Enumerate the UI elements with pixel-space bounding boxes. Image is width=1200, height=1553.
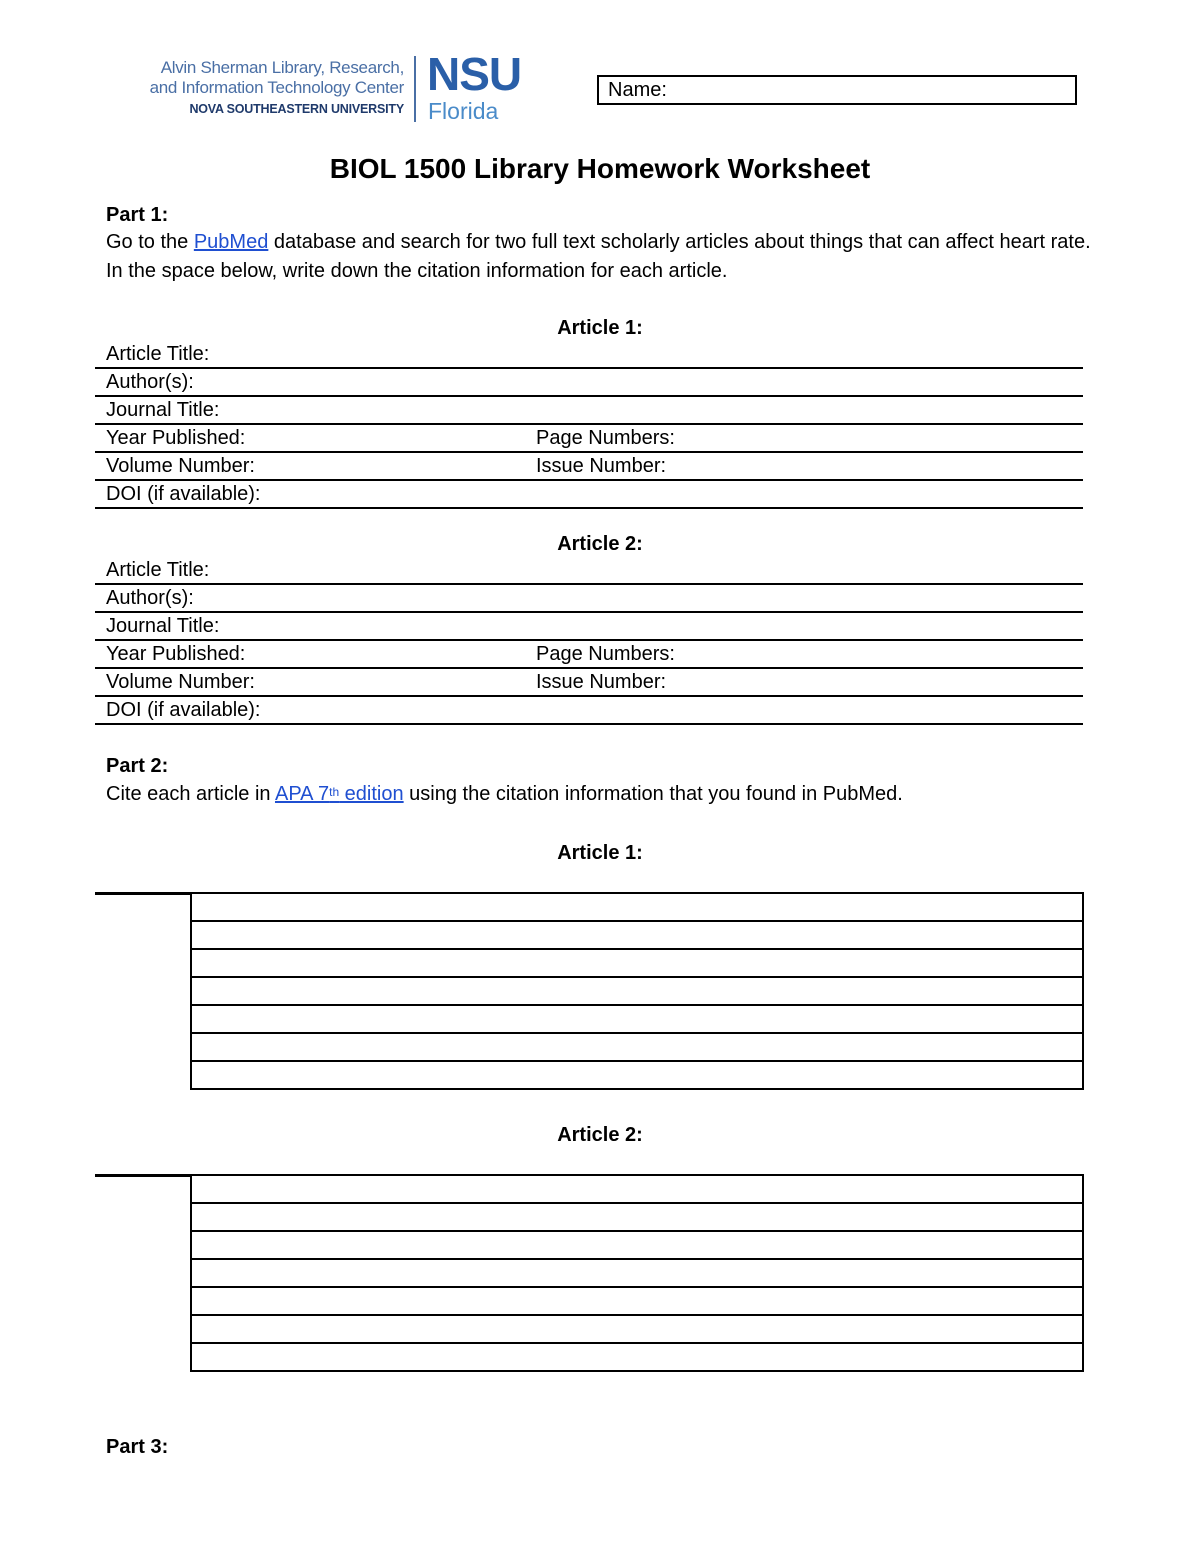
part2-article2-heading: Article 2: — [557, 1124, 643, 1146]
page-title: BIOL 1500 Library Homework Worksheet — [329, 153, 871, 184]
apa-link[interactable] — [275, 783, 404, 805]
part1-text-after: database and search for two full text scholarly articles about things that can affect heart rate. In the space below, write down the citation information for each article. — [106, 231, 1091, 282]
journal-title-row[interactable] — [95, 397, 1083, 425]
issue-label: Issue Number: — [536, 455, 667, 477]
journal-title-row[interactable] — [95, 613, 1083, 641]
citation-line[interactable] — [192, 1176, 1082, 1204]
doi-row[interactable] — [95, 697, 1083, 725]
apa-link-main: APA 7 — [274, 783, 330, 805]
volume-issue-row[interactable] — [95, 453, 1083, 481]
pubmed-link[interactable]: PubMed — [193, 231, 269, 253]
doi-row[interactable] — [95, 481, 1083, 509]
part2-article1-heading: Article 1: — [557, 842, 643, 864]
article-title-label: Article Title: — [106, 559, 210, 581]
logo-divider — [414, 56, 416, 122]
citation-line[interactable] — [192, 1006, 1082, 1034]
name-field[interactable] — [597, 75, 1077, 105]
citation-writing-box[interactable] — [190, 1174, 1084, 1372]
authors-label: Author(s): — [106, 371, 194, 393]
pages-label: Page Numbers: — [536, 427, 675, 449]
citation-line[interactable] — [192, 894, 1082, 922]
citation-line[interactable] — [192, 978, 1082, 1006]
article-title-row[interactable] — [95, 341, 1083, 369]
citation-line[interactable] — [192, 1316, 1082, 1344]
citation-line[interactable] — [192, 1260, 1082, 1288]
authors-row[interactable] — [95, 369, 1083, 397]
citation-line[interactable] — [192, 1288, 1082, 1316]
citation-leader-line — [95, 1174, 191, 1177]
citation-line[interactable] — [192, 1232, 1082, 1260]
name-label: Name: — [608, 79, 667, 101]
citation-line[interactable] — [192, 922, 1082, 950]
citation-line[interactable] — [192, 1204, 1082, 1232]
article-title-label: Article Title: — [106, 343, 210, 365]
part1-article1-heading: Article 1: — [557, 317, 643, 339]
part1-label: Part 1: — [106, 204, 169, 226]
authors-label: Author(s): — [106, 587, 194, 609]
part1-article2-heading: Article 2: — [557, 533, 643, 555]
logo-florida: Florida — [428, 98, 499, 124]
part2-label: Part 2: — [106, 755, 169, 777]
part2-text-before: Cite each article in — [106, 783, 275, 805]
volume-label: Volume Number: — [106, 671, 255, 693]
part1-article1-fields — [95, 341, 1083, 509]
issue-label: Issue Number: — [536, 671, 667, 693]
apa-link-end: edition — [339, 783, 404, 805]
journal-title-label: Journal Title: — [106, 615, 220, 637]
apa-link-sup: th — [329, 785, 340, 799]
citation-writing-box[interactable] — [190, 892, 1084, 1090]
logo-line-3: NOVA SOUTHEASTERN UNIVERSITY — [189, 102, 404, 116]
citation-leader-line — [95, 892, 191, 895]
pages-label: Page Numbers: — [536, 643, 675, 665]
doi-label: DOI (if available): — [106, 483, 261, 505]
logo-nsu-mark: NSU — [427, 48, 522, 100]
part1-instructions — [106, 228, 1096, 286]
article-title-row[interactable] — [95, 557, 1083, 585]
logo-line-1: Alvin Sherman Library, Research, — [160, 58, 404, 77]
part1-text-before: Go to the — [106, 231, 194, 253]
citation-line[interactable] — [192, 950, 1082, 978]
part2-instructions — [106, 780, 1096, 809]
doi-label: DOI (if available): — [106, 699, 261, 721]
part2-article1-citation — [95, 892, 1084, 1090]
part2-text-after: using the citation information that you found in PubMed. — [403, 783, 903, 805]
year-pages-row[interactable] — [95, 425, 1083, 453]
logo-line-2: and Information Technology Center — [149, 78, 404, 97]
year-label: Year Published: — [106, 427, 246, 449]
journal-title-label: Journal Title: — [106, 399, 220, 421]
part2-article2-citation — [95, 1174, 1084, 1372]
year-pages-row[interactable] — [95, 641, 1083, 669]
library-logo — [112, 48, 552, 126]
year-label: Year Published: — [106, 643, 246, 665]
citation-line[interactable] — [192, 1034, 1082, 1062]
volume-label: Volume Number: — [106, 455, 255, 477]
logo-text — [150, 58, 404, 120]
authors-row[interactable] — [95, 585, 1083, 613]
volume-issue-row[interactable] — [95, 669, 1083, 697]
citation-line[interactable] — [192, 1344, 1082, 1372]
citation-line[interactable] — [192, 1062, 1082, 1090]
part3-label: Part 3: — [106, 1436, 169, 1458]
part1-article2-fields — [95, 557, 1083, 725]
